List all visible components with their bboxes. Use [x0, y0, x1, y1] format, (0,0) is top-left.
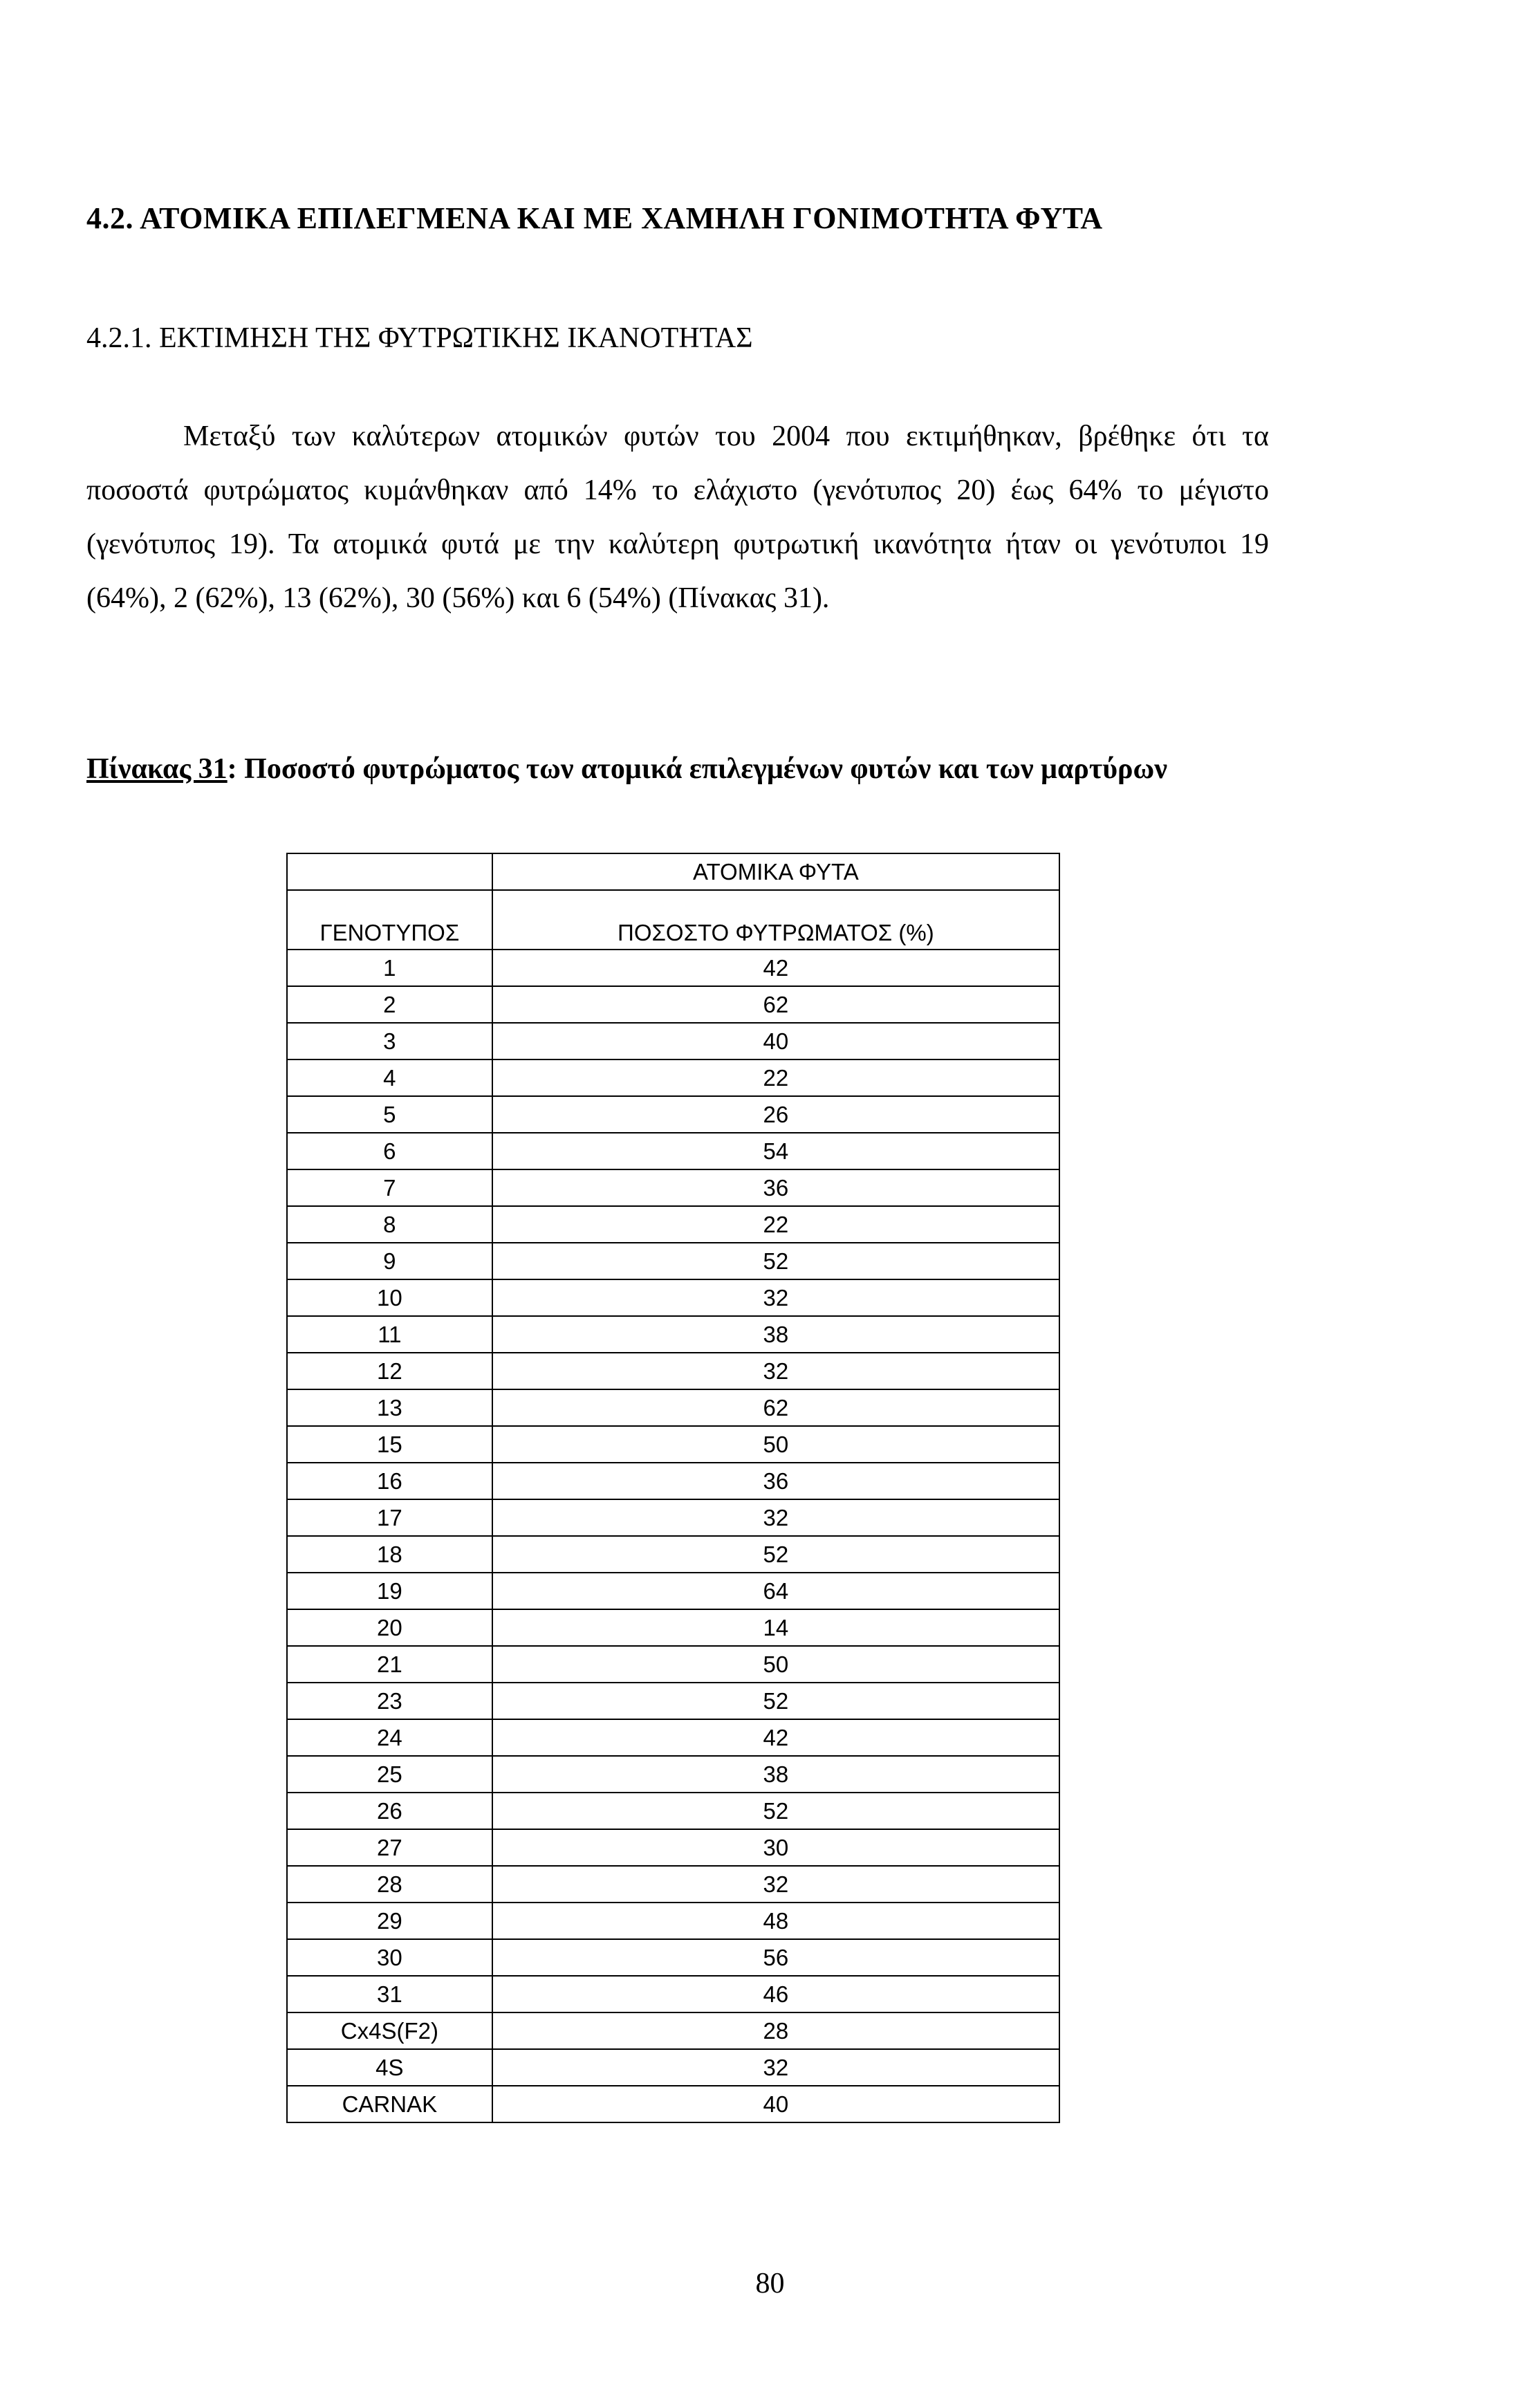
genotype-cell: 21 — [287, 1646, 492, 1683]
genotype-cell: 4S — [287, 2049, 492, 2086]
table-row — [287, 1866, 1059, 1903]
genotype-cell: 8 — [287, 1206, 492, 1243]
genotype-cell: CARNAK — [287, 2086, 492, 2122]
genotype-cell: 9 — [287, 1243, 492, 1279]
table-row — [287, 986, 1059, 1023]
genotype-cell: 23 — [287, 1683, 492, 1719]
genotype-cell: 31 — [287, 1976, 492, 2012]
table-row — [287, 1133, 1059, 1169]
table-row — [287, 1426, 1059, 1463]
germination-cell: 32 — [492, 1353, 1059, 1389]
genotype-cell: 15 — [287, 1426, 492, 1463]
table-row — [287, 1389, 1059, 1426]
genotype-cell: 20 — [287, 1609, 492, 1646]
germination-cell: 14 — [492, 1609, 1059, 1646]
genotype-cell: 25 — [287, 1756, 492, 1793]
table-row — [287, 1683, 1059, 1719]
genotype-cell: 10 — [287, 1279, 492, 1316]
germination-table — [286, 853, 1060, 2123]
genotype-cell: 24 — [287, 1719, 492, 1756]
table-row — [287, 2049, 1059, 2086]
germination-cell: 52 — [492, 1536, 1059, 1573]
germination-cell: 56 — [492, 1939, 1059, 1976]
genotype-cell: 7 — [287, 1169, 492, 1206]
table-row — [287, 1499, 1059, 1536]
genotype-cell: 1 — [287, 950, 492, 986]
table-row — [287, 1243, 1059, 1279]
table-row — [287, 1316, 1059, 1353]
table-row — [287, 1829, 1059, 1866]
table-row — [287, 1793, 1059, 1829]
table-caption — [86, 734, 1269, 804]
genotype-cell: 3 — [287, 1023, 492, 1059]
genotype-cell: 18 — [287, 1536, 492, 1573]
genotype-cell: 6 — [287, 1133, 492, 1169]
germination-cell: 36 — [492, 1463, 1059, 1499]
germination-cell: 50 — [492, 1646, 1059, 1683]
table-row — [287, 1206, 1059, 1243]
germination-cell: 48 — [492, 1903, 1059, 1939]
table-row — [287, 1169, 1059, 1206]
genotype-cell: Cx4S(F2) — [287, 2012, 492, 2049]
germination-cell: 54 — [492, 1133, 1059, 1169]
table-row — [287, 1976, 1059, 2012]
genotype-cell: 2 — [287, 986, 492, 1023]
genotype-cell: 19 — [287, 1573, 492, 1609]
page-number: 80 — [755, 2268, 785, 2299]
germination-cell: 42 — [492, 1719, 1059, 1756]
table-row — [287, 1719, 1059, 1756]
germination-cell: 42 — [492, 950, 1059, 986]
table-row — [287, 2086, 1059, 2122]
germination-cell: 52 — [492, 1793, 1059, 1829]
genotype-cell: 4 — [287, 1059, 492, 1096]
germination-cell: 40 — [492, 2086, 1059, 2122]
genotype-cell: 16 — [287, 1463, 492, 1499]
genotype-cell: 17 — [287, 1499, 492, 1536]
table-row — [287, 1096, 1059, 1133]
section-title: 4.2. ΑΤΟΜΙΚΑ ΕΠΙΛΕΓΜΕΝΑ ΚΑΙ ΜΕ ΧΑΜΗΛΗ ΓΟΝΙΜΟΤΗΤΑ ΦΥΤΑ — [86, 201, 1103, 235]
table-row — [287, 1609, 1059, 1646]
genotype-cell: 13 — [287, 1389, 492, 1426]
germination-cell: 38 — [492, 1316, 1059, 1353]
germination-cell: 62 — [492, 1389, 1059, 1426]
table-row — [287, 1903, 1059, 1939]
genotype-cell: 28 — [287, 1866, 492, 1903]
germination-cell: 46 — [492, 1976, 1059, 2012]
germination-cell: 32 — [492, 2049, 1059, 2086]
genotype-cell: 5 — [287, 1096, 492, 1133]
table-row — [287, 1573, 1059, 1609]
table-row — [287, 2012, 1059, 2049]
germination-cell: 32 — [492, 1499, 1059, 1536]
genotype-cell: 30 — [287, 1939, 492, 1976]
column-header-genotype: ΓΕΝΟΤΥΠΟΣ — [287, 890, 492, 950]
genotype-cell: 27 — [287, 1829, 492, 1866]
germination-cell: 62 — [492, 986, 1059, 1023]
germination-cell: 32 — [492, 1279, 1059, 1316]
germination-cell: 64 — [492, 1573, 1059, 1609]
table-row — [287, 1353, 1059, 1389]
germination-cell: 28 — [492, 2012, 1059, 2049]
germination-cell: 22 — [492, 1206, 1059, 1243]
column-header-germination: ΠΟΣΟΣΤΟ ΦΥΤΡΩΜΑΤΟΣ (%) — [492, 890, 1059, 950]
genotype-cell: 29 — [287, 1903, 492, 1939]
table-row — [287, 950, 1059, 986]
table-row — [287, 1279, 1059, 1316]
germination-cell: 36 — [492, 1169, 1059, 1206]
genotype-cell: 26 — [287, 1793, 492, 1829]
table-body — [287, 950, 1059, 2122]
germination-cell: 26 — [492, 1096, 1059, 1133]
germination-cell: 32 — [492, 1866, 1059, 1903]
germination-cell: 52 — [492, 1243, 1059, 1279]
table-group-header: ΑΤΟΜΙΚΑ ΦΥΤΑ — [492, 853, 1059, 890]
germination-cell: 40 — [492, 1023, 1059, 1059]
genotype-cell: 11 — [287, 1316, 492, 1353]
table-row — [287, 1059, 1059, 1096]
genotype-cell: 12 — [287, 1353, 492, 1389]
body-paragraph: Μεταξύ των καλύτερων ατομικών φυτών του 2004 που εκτιμήθηκαν, βρέθηκε ότι τα ποσοστά φυτρώματος κυμάνθηκαν από 14% το ελάχιστο (γενότυπος 20) έως 64% το μέγιστο (γενότυπος 19). Τα ατομικά φυτά με την καλύτερη φυτρωτική ικανότητα ήταν οι γενότυποι 19 (64%), 2 (62%), 13 (62%), 30 (56%) και 6 (54%) (Πίνακας 31). — [86, 420, 1269, 614]
subsection-title: 4.2.1. ΕΚΤΙΜΗΣΗ ΤΗΣ ΦΥΤΡΩΤΙΚΗΣ ΙΚΑΝΟΤΗΤΑΣ — [86, 322, 753, 354]
table-caption-label: Πίνακας 31 — [86, 753, 228, 785]
germination-cell: 38 — [492, 1756, 1059, 1793]
table-row — [287, 1023, 1059, 1059]
table-caption-text: : Ποσοστό φυτρώματος των ατομικά επιλεγμένων φυτών και των μαρτύρων — [227, 753, 1167, 785]
germination-cell: 50 — [492, 1426, 1059, 1463]
table-row — [287, 1756, 1059, 1793]
germination-cell: 22 — [492, 1059, 1059, 1096]
table-row — [287, 1536, 1059, 1573]
table-row — [287, 1463, 1059, 1499]
table-group-spacer — [287, 853, 492, 890]
germination-cell: 52 — [492, 1683, 1059, 1719]
table-row — [287, 1939, 1059, 1976]
table-row — [287, 1646, 1059, 1683]
germination-cell: 30 — [492, 1829, 1059, 1866]
